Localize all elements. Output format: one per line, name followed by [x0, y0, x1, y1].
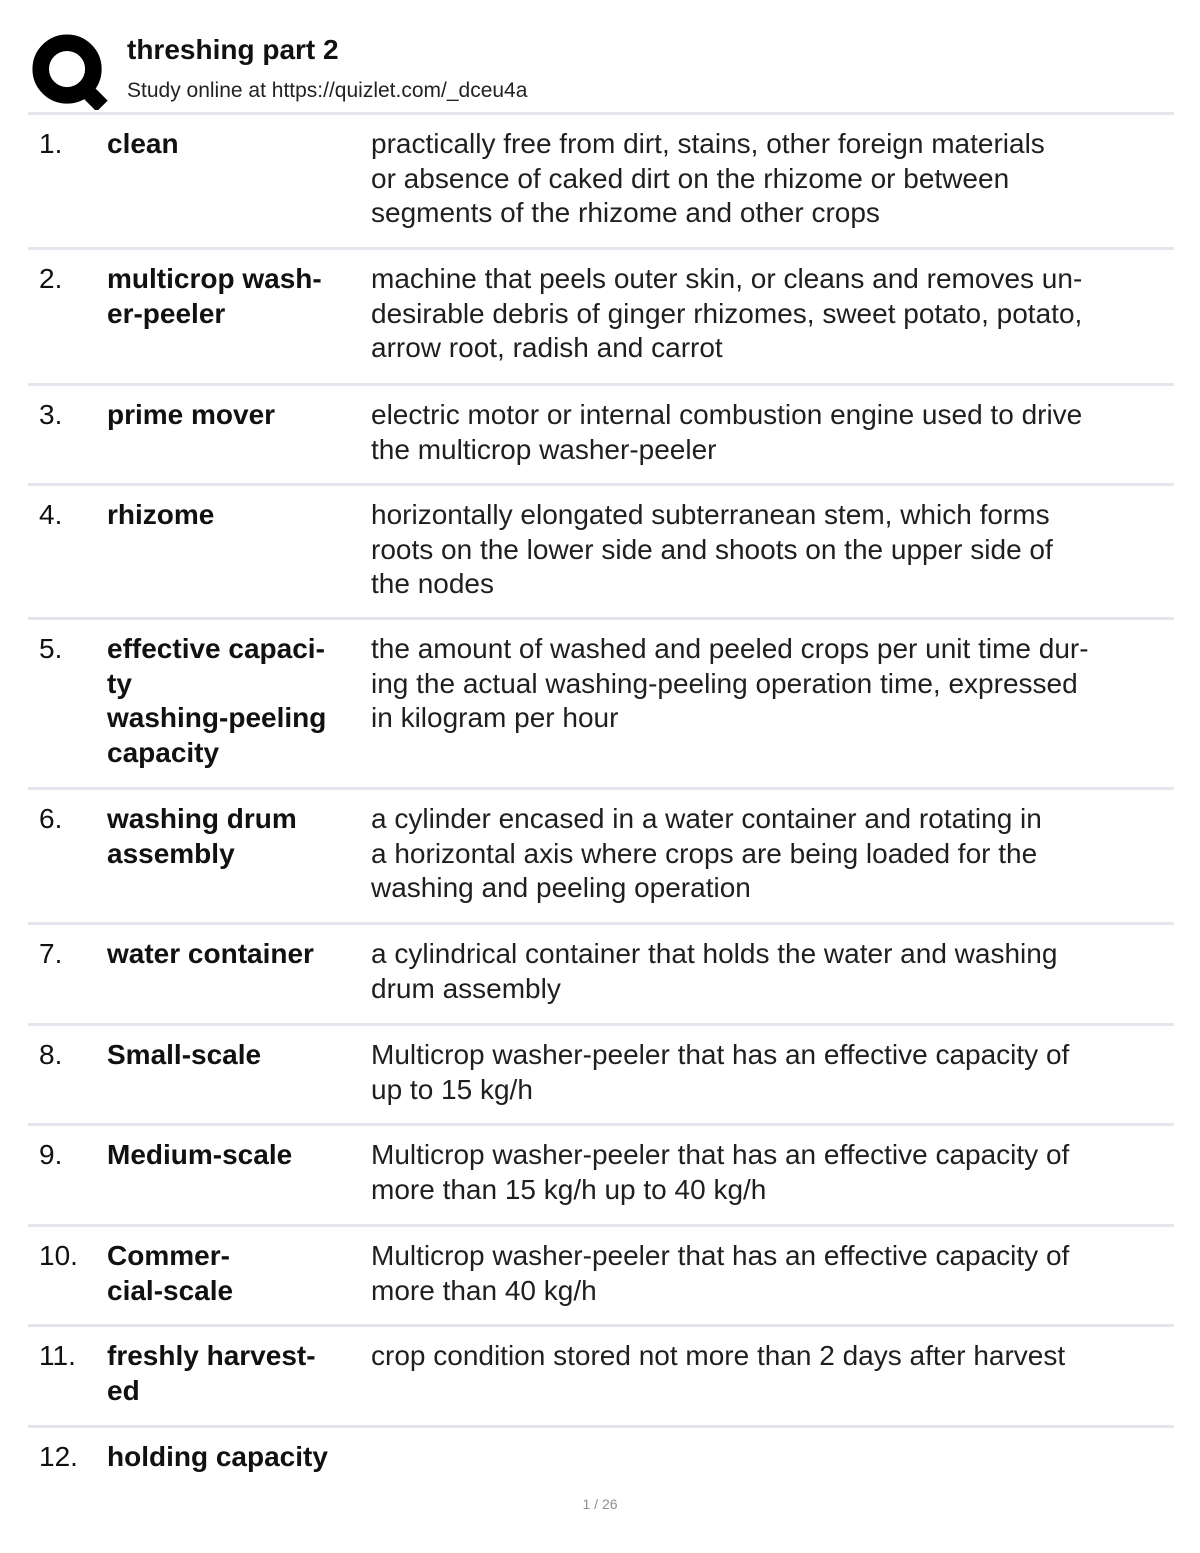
item-number: 10.	[39, 1240, 78, 1271]
item-number: 6.	[39, 803, 63, 834]
item-definition: Multicrop washer-peeler that has an effective capacity of more than 40 kg/h	[371, 1240, 1070, 1306]
item-definition: the amount of washed and peeled crops per unit time dur- ing the actual washing-peeling operation time, expressed in kilogram per hour	[371, 633, 1089, 733]
item-term: Small-scale	[107, 1039, 262, 1070]
item-number: 4.	[39, 499, 63, 530]
list-item	[28, 1324, 1174, 1425]
item-term: prime mover	[107, 399, 276, 430]
item-definition: crop condition stored not more than 2 days after harvest	[371, 1340, 1066, 1371]
list-item	[28, 383, 1174, 483]
list-item	[28, 1425, 1174, 1488]
item-definition: electric motor or internal combustion engine used to drive the multicrop washer-peeler	[371, 399, 1083, 465]
study-online-link-text: Study online at https://quizlet.com/_dceu4a	[127, 79, 528, 102]
list-item	[28, 617, 1174, 787]
page-title: threshing part 2	[127, 34, 339, 65]
item-number: 8.	[39, 1039, 63, 1070]
list-item	[28, 922, 1174, 1023]
page-header	[28, 28, 1174, 112]
list-item	[28, 787, 1174, 922]
list-item	[28, 1123, 1174, 1224]
quizlet-logo-icon	[30, 32, 108, 110]
item-definition: a cylinder encased in a water container and rotating in a horizontal axis where crops are being loaded for the washing and peeling operation	[371, 803, 1042, 903]
item-number: 7.	[39, 938, 63, 969]
item-term: clean	[107, 128, 179, 159]
item-number: 5.	[39, 633, 63, 664]
item-number: 12.	[39, 1441, 78, 1472]
list-item	[28, 112, 1174, 247]
list-item	[28, 247, 1174, 383]
page-number: 1 / 26	[582, 1496, 618, 1512]
item-term: rhizome	[107, 499, 215, 530]
list-item	[28, 483, 1174, 617]
item-number: 2.	[39, 263, 63, 294]
item-term: effective capaci- ty washing-peeling capacity	[107, 633, 327, 768]
item-term: Medium-scale	[107, 1139, 293, 1170]
item-term: water container	[107, 938, 314, 969]
terms-list	[28, 112, 1174, 1488]
item-number: 3.	[39, 399, 63, 430]
item-definition: Multicrop washer-peeler that has an effective capacity of more than 15 kg/h up to 40 kg/h	[371, 1139, 1070, 1205]
list-item	[28, 1224, 1174, 1324]
item-definition: horizontally elongated subterranean stem, which forms roots on the lower side and shoots on the upper side of the nodes	[371, 499, 1053, 599]
item-definition: practically free from dirt, stains, other foreign materials or absence of caked dirt on the rhizome or between segments of the rhizome and other crops	[371, 128, 1045, 228]
item-number: 11.	[39, 1340, 76, 1371]
item-term: freshly harvest- ed	[107, 1340, 316, 1406]
list-item	[28, 1023, 1174, 1123]
item-definition: a cylindrical container that holds the water and washing drum assembly	[371, 938, 1058, 1004]
item-term: holding capacity	[107, 1441, 328, 1472]
item-number: 1.	[39, 128, 63, 159]
item-definition: machine that peels outer skin, or cleans and removes un- desirable debris of ginger rhizomes, sweet potato, potato, arrow root, radish and carrot	[371, 263, 1083, 363]
item-term: washing drum assembly	[107, 803, 297, 869]
item-definition: Multicrop washer-peeler that has an effective capacity of up to 15 kg/h	[371, 1039, 1070, 1105]
item-number: 9.	[39, 1139, 63, 1170]
item-term: multicrop wash- er-peeler	[107, 263, 322, 329]
item-term: Commer- cial-scale	[107, 1240, 234, 1306]
